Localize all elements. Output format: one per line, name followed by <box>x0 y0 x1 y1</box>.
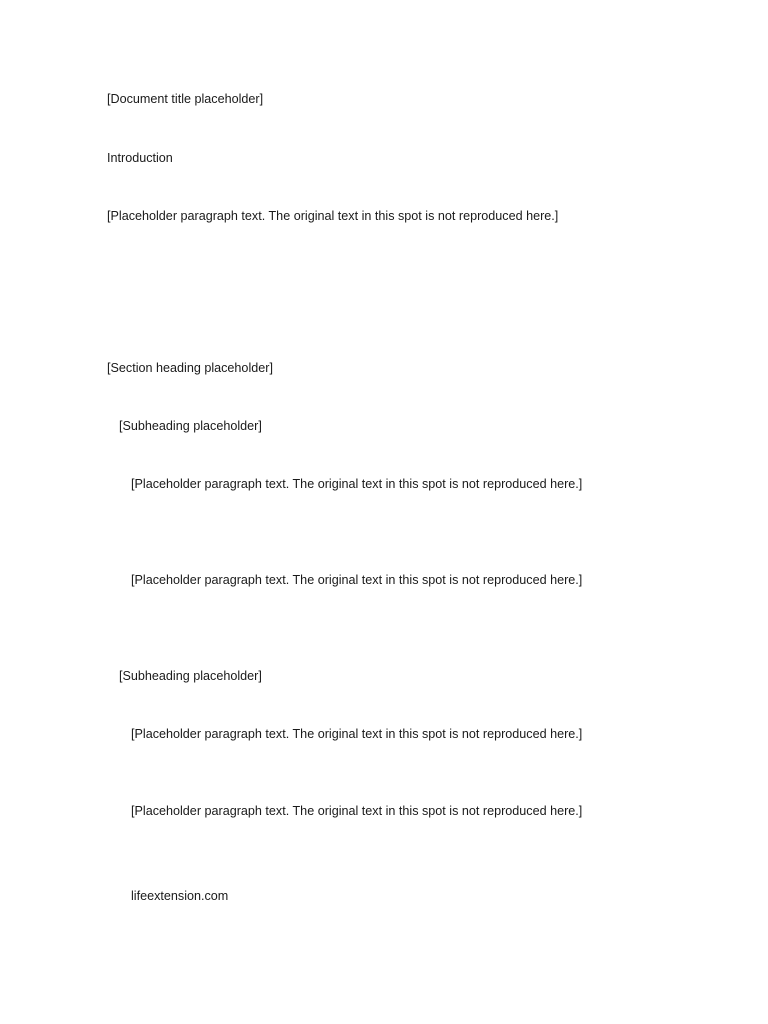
techniques-heading: [Section heading placeholder] <box>107 361 273 375</box>
dietary-paragraph <box>107 802 667 821</box>
introduction-text: [Placeholder paragraph text. The original text in this spot is not reproduced here.] <box>107 209 559 223</box>
nootropics-text: [Placeholder paragraph text. The original text in this spot is not reproduced here.] <box>131 727 583 741</box>
source-link[interactable]: lifeextension.com <box>131 889 229 903</box>
wearable-text: [Placeholder paragraph text. The original text in this spot is not reproduced here.] <box>131 477 583 491</box>
document-title: [Document title placeholder] <box>107 92 264 106</box>
introduction-heading: Introduction <box>107 151 173 165</box>
implantable-paragraph <box>107 571 667 590</box>
nutritional-heading: [Subheading placeholder] <box>119 669 262 683</box>
wearable-paragraph <box>107 475 667 494</box>
dietary-text: [Placeholder paragraph text. The original text in this spot is not reproduced here.] <box>131 804 583 818</box>
introduction-paragraph <box>107 207 667 226</box>
implantable-text: [Placeholder paragraph text. The original text in this spot is not reproduced here.] <box>131 573 583 587</box>
nootropics-paragraph <box>107 725 667 744</box>
technological-heading: [Subheading placeholder] <box>119 419 262 433</box>
